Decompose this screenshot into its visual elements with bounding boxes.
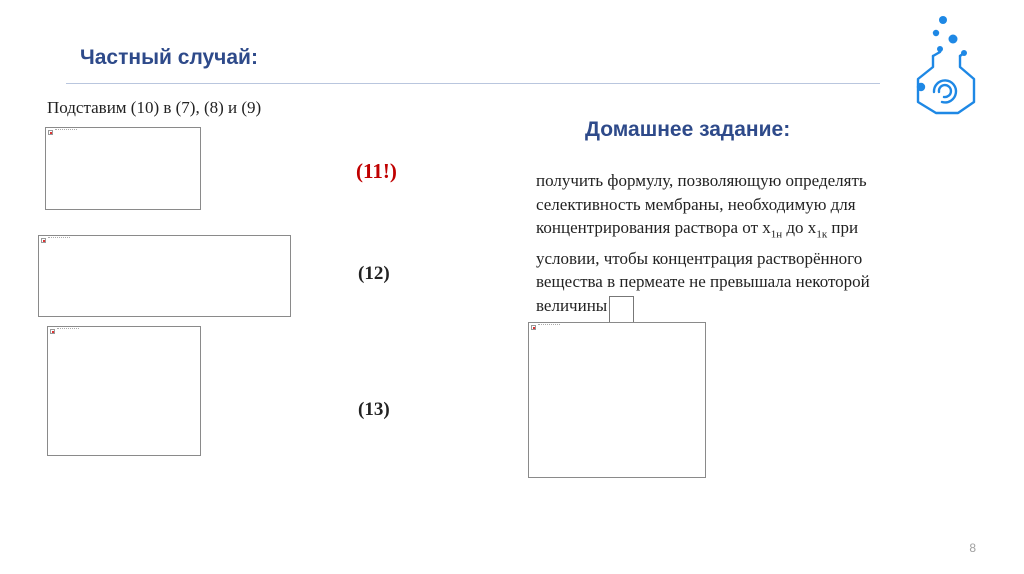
slide-title: Частный случай: [80, 46, 258, 69]
broken-image-icon [41, 238, 46, 243]
broken-image-icon [50, 329, 55, 334]
homework-text: получить формулу, позволяющую определять селективность мембраны, необходимую для концентрирования раствора от $x_{1н}$ до $x_{1к}$ при условии, чтобы концентрация растворённого вещества в пермеате не превышала некоторой величины [536, 169, 916, 323]
inline-formula-placeholder [609, 296, 634, 323]
equation-number-11: (11!) [356, 159, 397, 183]
homework-title: Домашнее задание: [585, 118, 791, 141]
formula-image-3 [47, 326, 201, 456]
intro-text: Подставим (10) в (7), (8) и (9) [47, 98, 262, 117]
broken-image-icon [531, 325, 536, 330]
formula-image-4 [528, 322, 706, 478]
page-number: 8 [969, 541, 976, 555]
formula-image-1 [45, 127, 201, 210]
formula-image-2 [38, 235, 291, 317]
broken-image-icon [48, 130, 53, 135]
flask-molecule-logo [912, 12, 978, 122]
equation-number-13: (13) [358, 399, 390, 420]
title-divider [66, 83, 880, 84]
equation-number-12: (12) [358, 263, 390, 284]
